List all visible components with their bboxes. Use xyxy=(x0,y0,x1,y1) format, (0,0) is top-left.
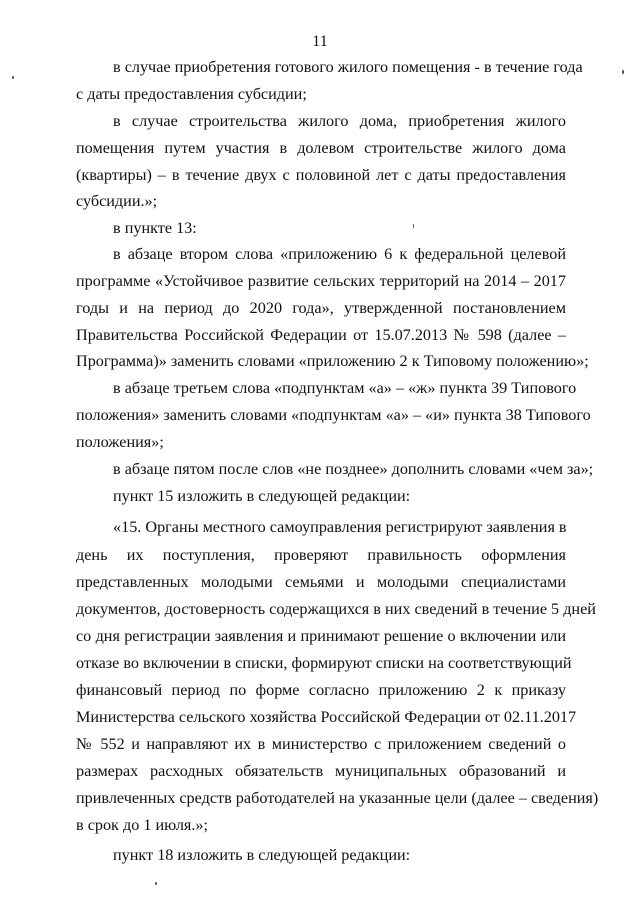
scan-speck xyxy=(155,882,157,885)
text-line: Правительства Российской Федерации от 15.07.2013 № 598 (далее – xyxy=(76,326,566,344)
text-line: размерах расходных обязательств муниципальных образований и xyxy=(76,762,566,780)
text-line: программе «Устойчивое развитие сельских территорий на 2014 – 2017 xyxy=(76,272,566,290)
text-line: пункт 15 изложить в следующей редакции: xyxy=(113,487,411,505)
text-line: документов, достоверность содержащихся в них сведений в течение 5 дней xyxy=(76,600,596,618)
text-line: № 552 и направляют их в министерство с приложением сведений о xyxy=(76,735,566,753)
text-line: субсидии.»; xyxy=(76,192,158,210)
text-line: в абзаце втором слова «приложению 6 к федеральной целевой xyxy=(113,245,566,263)
text-line: в абзаце пятом после слов «не позднее» дополнить словами «чем за»; xyxy=(113,460,594,478)
scan-speck xyxy=(413,224,414,228)
text-line: помещения путем участия в долевом строительстве жилого дома xyxy=(76,139,566,157)
text-line: представленных молодыми семьями и молодыми специалистами xyxy=(76,573,566,591)
text-line: отказе во включении в списки, формируют списки на соответствующий xyxy=(76,654,572,672)
text-line: положения»; xyxy=(76,433,164,451)
text-line: (квартиры) – в течение двух с половиной лет с даты предоставления xyxy=(76,166,566,184)
text-line: Министерства сельского хозяйства Российской Федерации от 02.11.2017 xyxy=(76,708,577,726)
text-line: день их поступления, проверяют правильность оформления xyxy=(76,546,566,564)
text-line: в абзаце третьем слова «подпунктам «а» – «ж» пункта 39 Типового xyxy=(113,379,577,397)
page-number: 11 xyxy=(312,33,328,50)
text-line: Программа)» заменить словами «приложению 2 к Типовому положению»; xyxy=(76,352,589,370)
text-line: положения» заменить словами «подпунктам «а» – «и» пункта 38 Типового xyxy=(76,406,591,424)
text-line: пункт 18 изложить в следующей редакции: xyxy=(113,846,411,864)
text-line: годы и на период до 2020 года», утвержденной постановлением xyxy=(76,299,566,317)
text-line: привлеченных средств работодателей на указанные цели (далее – сведения) xyxy=(76,789,599,807)
text-line: с даты предоставления субсидии; xyxy=(76,85,307,103)
text-line: финансовый период по форме согласно приложению 2 к приказу xyxy=(76,681,566,699)
text-line: в пункте 13: xyxy=(113,219,197,237)
text-line: в срок до 1 июля.»; xyxy=(76,816,209,834)
text-line: со дня регистрации заявления и принимают решение о включении или xyxy=(76,627,566,645)
text-line: в случае приобретения готового жилого помещения - в течение года xyxy=(113,58,583,76)
scan-speck xyxy=(12,76,14,79)
text-line: «15. Органы местного самоуправления регистрируют заявления в xyxy=(113,518,567,536)
text-line: в случае строительства жилого дома, приобретения жилого xyxy=(113,112,566,130)
scan-speck xyxy=(622,70,624,74)
